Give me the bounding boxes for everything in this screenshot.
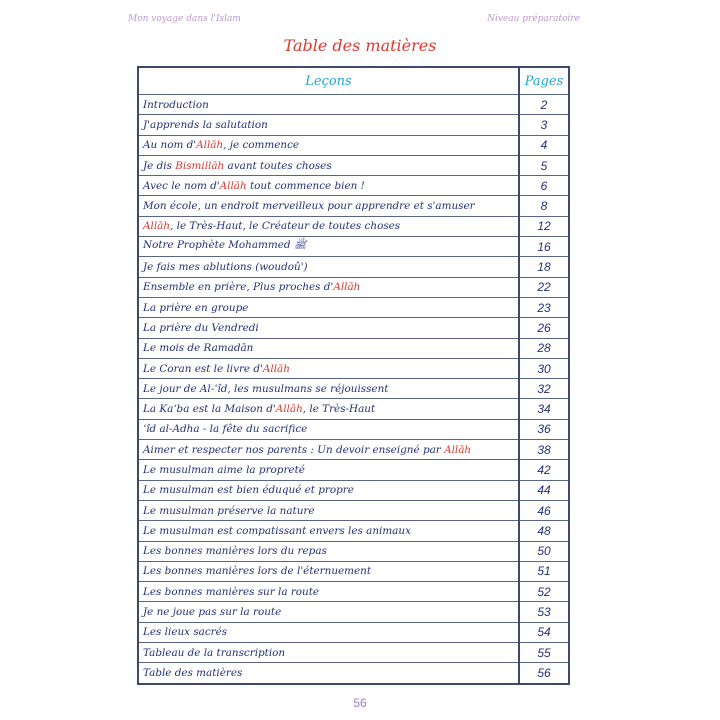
lesson-title-part: Je dis xyxy=(143,159,176,172)
lesson-title xyxy=(138,500,519,520)
lesson-title-part: Le musulman préserve la nature xyxy=(143,504,315,517)
lesson-title xyxy=(138,176,519,196)
lesson-title xyxy=(138,297,519,317)
table-row xyxy=(138,155,569,175)
lesson-title xyxy=(138,155,519,175)
lesson-page-number: 3 xyxy=(519,115,569,135)
lesson-page-number: 2 xyxy=(519,95,569,115)
toc-header-row xyxy=(138,67,569,95)
lesson-page-number: 22 xyxy=(519,277,569,297)
running-header-book-title: Mon voyage dans l'Islam xyxy=(128,14,241,24)
table-row xyxy=(138,257,569,277)
lesson-title-part: , le Très-Haut xyxy=(302,403,376,416)
lesson-title xyxy=(138,318,519,338)
lesson-title-highlight: Allāh xyxy=(275,403,303,416)
lesson-title-highlight: Allāh xyxy=(196,139,224,152)
lesson-title-part: Le musulman est bien éduqué et propre xyxy=(143,484,354,497)
lesson-title xyxy=(138,440,519,460)
lesson-page-number: 8 xyxy=(519,196,569,216)
table-row xyxy=(138,500,569,520)
lesson-title-highlight: Allāh xyxy=(143,220,171,233)
lesson-title xyxy=(138,541,519,561)
lesson-title xyxy=(138,196,519,216)
table-row xyxy=(138,602,569,622)
lesson-page-number: 46 xyxy=(519,500,569,520)
table-row xyxy=(138,460,569,480)
table-row xyxy=(138,480,569,500)
table-row xyxy=(138,663,569,684)
lesson-page-number: 50 xyxy=(519,541,569,561)
lesson-page-number: 4 xyxy=(519,135,569,155)
lesson-page-number: 52 xyxy=(519,582,569,602)
lesson-page-number: 53 xyxy=(519,602,569,622)
table-row xyxy=(138,237,569,257)
lesson-title-part: La Kaʿba est la Maison d' xyxy=(143,403,276,416)
lesson-title xyxy=(138,237,519,257)
lesson-title xyxy=(138,135,519,155)
lesson-page-number: 38 xyxy=(519,440,569,460)
lesson-title-highlight: Allāh xyxy=(262,362,290,375)
lesson-page-number: 55 xyxy=(519,643,569,663)
running-header-level: Niveau préparatoire xyxy=(487,14,580,24)
table-row xyxy=(138,338,569,358)
table-row xyxy=(138,582,569,602)
lesson-page-number: 51 xyxy=(519,561,569,581)
lesson-page-number: 6 xyxy=(519,176,569,196)
lesson-title xyxy=(138,480,519,500)
lesson-page-number: 18 xyxy=(519,257,569,277)
table-row xyxy=(138,521,569,541)
lesson-title xyxy=(138,277,519,297)
lesson-title-part: Le musulman est compatissant envers les animaux xyxy=(143,524,411,537)
lesson-title-part: Les bonnes manières lors de l'éternuement xyxy=(143,565,372,578)
lesson-title xyxy=(138,602,519,622)
lesson-title-part: Le jour de Al-ʿîd, les musulmans se réjouissent xyxy=(143,382,389,395)
lesson-title-part: Je fais mes ablutions (woudoû') xyxy=(143,261,308,274)
lesson-page-number: 5 xyxy=(519,155,569,175)
table-row xyxy=(138,643,569,663)
lesson-page-number: 54 xyxy=(519,622,569,642)
lesson-title-part: , le Très-Haut, le Créateur de toutes choses xyxy=(170,220,401,233)
column-header-pages: Pages xyxy=(519,67,569,95)
lesson-title-part: La prière du Vendredi xyxy=(143,321,259,334)
lesson-title-part: Introduction xyxy=(143,98,209,111)
table-row xyxy=(138,196,569,216)
lesson-title xyxy=(138,561,519,581)
lesson-title-part: La prière en groupe xyxy=(143,301,249,314)
toc-title: Table des matières xyxy=(283,36,437,55)
table-row xyxy=(138,297,569,317)
table-row xyxy=(138,541,569,561)
lesson-page-number: 44 xyxy=(519,480,569,500)
lesson-title-part: Les bonnes manières sur la route xyxy=(143,585,320,598)
lesson-title xyxy=(138,338,519,358)
lesson-title xyxy=(138,663,519,684)
lesson-title xyxy=(138,216,519,236)
lesson-title-highlight: Bismillāh xyxy=(175,159,225,172)
lesson-page-number: 26 xyxy=(519,318,569,338)
column-header-lessons: Leçons xyxy=(138,67,519,95)
lesson-page-number: 12 xyxy=(519,216,569,236)
lesson-title-part: avant toutes choses xyxy=(224,159,332,172)
lesson-title xyxy=(138,460,519,480)
lesson-page-number: 23 xyxy=(519,297,569,317)
toc-body xyxy=(138,95,569,684)
table-row xyxy=(138,419,569,439)
lesson-title-part: Mon école, un endroit merveilleux pour apprendre et s'amuser xyxy=(143,200,475,213)
table-row xyxy=(138,277,569,297)
lesson-title-part: Le mois de Ramadān xyxy=(143,342,254,355)
table-row xyxy=(138,379,569,399)
lesson-title-part: Au nom d' xyxy=(143,139,197,152)
lesson-page-number: 30 xyxy=(519,358,569,378)
lesson-title-part: Le Coran est le livre d' xyxy=(143,362,263,375)
table-row xyxy=(138,399,569,419)
lesson-title-highlight: Allāh xyxy=(444,443,472,456)
lesson-title-part: Tableau de la transcription xyxy=(143,646,286,659)
lesson-title-highlight: Allāh xyxy=(333,281,361,294)
lesson-title xyxy=(138,521,519,541)
lesson-title xyxy=(138,379,519,399)
lesson-page-number: 56 xyxy=(519,663,569,684)
lesson-title xyxy=(138,115,519,135)
lesson-title-part: Les lieux sacrés xyxy=(143,626,228,639)
lesson-title-highlight: Allāh xyxy=(219,179,247,192)
table-row xyxy=(138,95,569,115)
lesson-title-part: , je commence xyxy=(223,139,300,152)
lesson-title-part: Avec le nom d' xyxy=(143,179,220,192)
lesson-title-part: Je ne joue pas sur la route xyxy=(143,606,282,619)
table-row xyxy=(138,358,569,378)
table-row xyxy=(138,135,569,155)
table-row xyxy=(138,216,569,236)
lesson-title xyxy=(138,643,519,663)
table-row xyxy=(138,440,569,460)
lesson-title xyxy=(138,95,519,115)
lesson-title-part: Les bonnes manières lors du repas xyxy=(143,545,327,558)
lesson-page-number: 16 xyxy=(519,237,569,257)
table-row xyxy=(138,318,569,338)
lesson-title xyxy=(138,419,519,439)
lesson-title-part: Table des matières xyxy=(143,666,243,679)
table-row xyxy=(138,115,569,135)
lesson-page-number: 28 xyxy=(519,338,569,358)
table-row xyxy=(138,176,569,196)
table-row xyxy=(138,622,569,642)
lesson-page-number: 34 xyxy=(519,399,569,419)
lesson-title xyxy=(138,358,519,378)
lesson-page-number: 32 xyxy=(519,379,569,399)
lesson-title-part: tout commence bien ! xyxy=(246,179,365,192)
lesson-title-part: Notre Prophète Mohammed ﷺ xyxy=(143,239,307,252)
page-number: 56 xyxy=(353,696,367,710)
lesson-title-part: ʿîd al-Adha - la fête du sacrifice xyxy=(143,423,308,436)
lesson-title-part: Ensemble en prière, Plus proches d' xyxy=(143,281,334,294)
lesson-page-number: 48 xyxy=(519,521,569,541)
lesson-title xyxy=(138,582,519,602)
lesson-title-part: J'apprends la salutation xyxy=(143,118,268,131)
lesson-title-part: Aimer et respecter nos parents : Un devoir enseigné par xyxy=(143,443,445,456)
lesson-title xyxy=(138,257,519,277)
lesson-title xyxy=(138,399,519,419)
toc-table xyxy=(137,66,570,685)
lesson-page-number: 42 xyxy=(519,460,569,480)
lesson-page-number: 36 xyxy=(519,419,569,439)
table-row xyxy=(138,561,569,581)
lesson-title-part: Le musulman aime la propreté xyxy=(143,463,305,476)
lesson-title xyxy=(138,622,519,642)
